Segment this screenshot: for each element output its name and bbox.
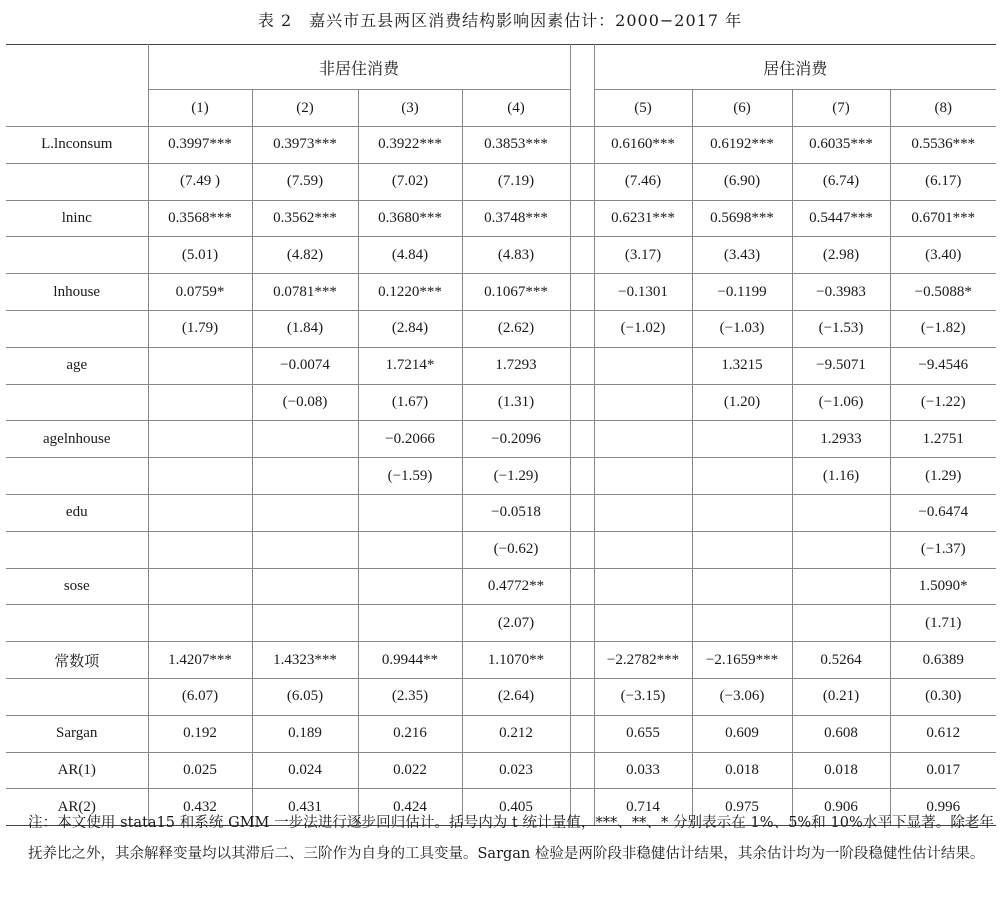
table-cell: 0.024 [252,752,358,789]
model-header: (5) [594,90,692,127]
table-row [6,494,996,531]
table-row [6,384,996,421]
table-cell: (1.67) [358,384,462,421]
row-label: AR(2) [6,789,148,826]
table-cell [148,347,252,384]
table-cell [252,421,358,458]
column-gap [570,642,594,679]
table-caption: 表 2 嘉兴市五县两区消费结构影响因素估计：2000−2017 年 [257,11,743,30]
table-cell: 0.023 [462,752,570,789]
table-cell: −2.2782*** [594,642,692,679]
table-cell [252,605,358,642]
group-header-row [6,45,996,90]
table-cell: 1.4323*** [252,642,358,679]
table-cell [594,494,692,531]
table-cell: 0.025 [148,752,252,789]
column-gap [570,127,594,164]
row-label [6,458,148,495]
table-cell: 0.432 [148,789,252,826]
column-gap [570,421,594,458]
row-label: lnhouse [6,274,148,311]
table-cell [148,531,252,568]
model-header: (4) [462,90,570,127]
table-cell: −2.1659*** [692,642,792,679]
column-gap [570,163,594,200]
table-cell [594,384,692,421]
table-cell: −0.2096 [462,421,570,458]
table-row [6,163,996,200]
table-cell: 1.7293 [462,347,570,384]
table-cell: (1.16) [792,458,890,495]
table-cell: 0.3568*** [148,200,252,237]
column-gap [570,752,594,789]
table-row [6,127,996,164]
table-cell [692,568,792,605]
table-cell: (6.07) [148,678,252,715]
table-cell: (2.84) [358,310,462,347]
column-gap [570,200,594,237]
table-cell: −0.3983 [792,274,890,311]
row-label: age [6,347,148,384]
table-row [6,715,996,752]
table-cell [792,494,890,531]
table-cell: 0.6701*** [890,200,996,237]
model-header: (8) [890,90,996,127]
table-cell: 0.0759* [148,274,252,311]
table-cell: 0.3748*** [462,200,570,237]
table-cell [358,605,462,642]
table-row [6,421,996,458]
table-row [6,642,996,679]
table-cell [692,531,792,568]
table-cell: 0.3973*** [252,127,358,164]
table-cell: (7.49 ) [148,163,252,200]
table-row [6,568,996,605]
table-cell: (−0.62) [462,531,570,568]
row-label [6,163,148,200]
table-cell: (0.21) [792,678,890,715]
table-cell: 0.6160*** [594,127,692,164]
table-cell: 0.6192*** [692,127,792,164]
table-cell: 0.1067*** [462,274,570,311]
table-cell: 0.6389 [890,642,996,679]
table-cell: −0.1301 [594,274,692,311]
table-cell: −0.2066 [358,421,462,458]
table-cell: (1.31) [462,384,570,421]
table-cell: 0.4772** [462,568,570,605]
group-header-nonhousing: 非居住消费 [148,45,570,90]
row-label: agelnhouse [6,421,148,458]
table-cell: (3.17) [594,237,692,274]
row-label [6,605,148,642]
table-cell: 0.714 [594,789,692,826]
table-row [6,605,996,642]
table-cell: 0.3680*** [358,200,462,237]
table-cell: (−1.37) [890,531,996,568]
table-cell: (7.02) [358,163,462,200]
table-cell [692,458,792,495]
table-cell: −0.1199 [692,274,792,311]
table-cell [148,494,252,531]
table-cell [594,421,692,458]
row-label: Sargan [6,715,148,752]
row-label: 常数项 [6,642,148,679]
table-cell: (1.79) [148,310,252,347]
table-cell: (1.20) [692,384,792,421]
table-cell: 0.996 [890,789,996,826]
table-cell: (−1.22) [890,384,996,421]
table-cell: (−3.15) [594,678,692,715]
column-gap [570,237,594,274]
table-cell: (−1.06) [792,384,890,421]
table-cell: 0.608 [792,715,890,752]
row-label [6,310,148,347]
column-gap [570,494,594,531]
table-cell: 1.7214* [358,347,462,384]
table-cell: 0.6035*** [792,127,890,164]
table-cell [148,421,252,458]
table-cell: 1.2933 [792,421,890,458]
table-cell [594,347,692,384]
table-cell: 0.018 [692,752,792,789]
table-cell [358,531,462,568]
column-gap [570,678,594,715]
column-gap [570,568,594,605]
variable-header [6,45,148,127]
table-cell [594,458,692,495]
table-cell [358,494,462,531]
table-cell [252,568,358,605]
table-row [6,678,996,715]
model-header: (6) [692,90,792,127]
table-cell: 0.405 [462,789,570,826]
row-label: lninc [6,200,148,237]
table-cell: (1.71) [890,605,996,642]
table-cell [252,531,358,568]
table-cell: 0.189 [252,715,358,752]
table-cell: (6.74) [792,163,890,200]
table-row [6,200,996,237]
table-cell: (6.05) [252,678,358,715]
table-cell: 0.5698*** [692,200,792,237]
table-cell: 0.022 [358,752,462,789]
table-cell: (7.19) [462,163,570,200]
row-label: L.lnconsum [6,127,148,164]
table-cell: 0.5536*** [890,127,996,164]
table-cell: −0.0074 [252,347,358,384]
table-cell: 1.2751 [890,421,996,458]
table-cell: (5.01) [148,237,252,274]
table-cell: 0.3853*** [462,127,570,164]
table-cell: −0.0518 [462,494,570,531]
model-header: (2) [252,90,358,127]
column-gap [570,384,594,421]
table-cell: (−1.82) [890,310,996,347]
table-cell [792,605,890,642]
table-cell: 1.4207*** [148,642,252,679]
table-cell: 0.216 [358,715,462,752]
row-label [6,384,148,421]
table-cell: (1.29) [890,458,996,495]
table-cell: 1.5090* [890,568,996,605]
model-header: (3) [358,90,462,127]
table-cell: (4.84) [358,237,462,274]
column-gap [570,458,594,495]
table-cell: 0.9944** [358,642,462,679]
regression-table [6,44,996,826]
table-cell [148,605,252,642]
table-cell [594,605,692,642]
table-row [6,752,996,789]
table-row [6,531,996,568]
table-cell: (4.83) [462,237,570,274]
table-cell: 0.612 [890,715,996,752]
table-footnote: 注：本文使用 stata15 和系统 GMM 一步法进行逐步回归估计。括号内为 t 统计量值，***、**、* 分别表示在 1%、5%和 10%水平下显著。除老年抚养比之外，其余解释变量均以其滞后二、三阶作为自身的工具变量。Sargan 检验是两阶段非稳健估计结果，其余估计均为一阶段稳健性估计结果。 [28,815,994,862]
table-cell: 1.1070** [462,642,570,679]
table-cell [792,568,890,605]
table-cell: 0.5447*** [792,200,890,237]
column-gap [570,715,594,752]
table-cell: (2.07) [462,605,570,642]
table-cell: −9.5071 [792,347,890,384]
model-header: (7) [792,90,890,127]
table-cell: 0.6231*** [594,200,692,237]
table-cell: (−0.08) [252,384,358,421]
table-cell [148,384,252,421]
table-cell [148,458,252,495]
table-row [6,458,996,495]
column-gap [570,531,594,568]
table-cell [792,531,890,568]
model-header: (1) [148,90,252,127]
table-cell [692,421,792,458]
row-label: AR(1) [6,752,148,789]
table-cell [594,531,692,568]
model-header-row [6,90,996,127]
table-cell: 0.975 [692,789,792,826]
table-cell [252,458,358,495]
table-cell: 0.655 [594,715,692,752]
table-cell: (3.40) [890,237,996,274]
table-cell: 0.0781*** [252,274,358,311]
table-cell: 0.424 [358,789,462,826]
table-cell: 0.017 [890,752,996,789]
table-cell: 0.033 [594,752,692,789]
table-cell: (−1.53) [792,310,890,347]
table-cell [594,568,692,605]
table-cell: −0.6474 [890,494,996,531]
table-cell: (2.62) [462,310,570,347]
table-cell: 0.3562*** [252,200,358,237]
table-cell: 0.3997*** [148,127,252,164]
table-cell: (2.98) [792,237,890,274]
table-cell: (6.90) [692,163,792,200]
table-cell: 0.018 [792,752,890,789]
column-gap [570,347,594,384]
row-label [6,678,148,715]
table-cell: (−1.59) [358,458,462,495]
table-cell [692,494,792,531]
table-cell [358,568,462,605]
table-cell: (−1.03) [692,310,792,347]
row-label [6,237,148,274]
table-cell: 0.431 [252,789,358,826]
table-cell: (4.82) [252,237,358,274]
table-cell: (−1.29) [462,458,570,495]
table-cell: (1.84) [252,310,358,347]
table-cell: 0.906 [792,789,890,826]
table-cell [148,568,252,605]
table-cell: 0.609 [692,715,792,752]
table-cell: −9.4546 [890,347,996,384]
group-header-housing: 居住消费 [594,45,996,90]
table-row [6,237,996,274]
table-cell: (3.43) [692,237,792,274]
table-row [6,310,996,347]
table-cell: (−1.02) [594,310,692,347]
row-label: sose [6,568,148,605]
table-cell: (2.35) [358,678,462,715]
column-gap [570,45,594,127]
table-row [6,347,996,384]
table-cell: (0.30) [890,678,996,715]
row-label [6,531,148,568]
table-cell: 1.3215 [692,347,792,384]
table-cell: (7.46) [594,163,692,200]
column-gap [570,310,594,347]
table-cell: 0.3922*** [358,127,462,164]
table-cell: (7.59) [252,163,358,200]
row-label: edu [6,494,148,531]
table-cell [252,494,358,531]
table-cell: (6.17) [890,163,996,200]
table-cell: (2.64) [462,678,570,715]
table-cell: 0.5264 [792,642,890,679]
table-cell: (−3.06) [692,678,792,715]
table-cell [692,605,792,642]
table-cell: 0.192 [148,715,252,752]
table-cell: 0.212 [462,715,570,752]
table-row [6,274,996,311]
column-gap [570,605,594,642]
column-gap [570,274,594,311]
table-cell: −0.5088* [890,274,996,311]
table-cell: 0.1220*** [358,274,462,311]
